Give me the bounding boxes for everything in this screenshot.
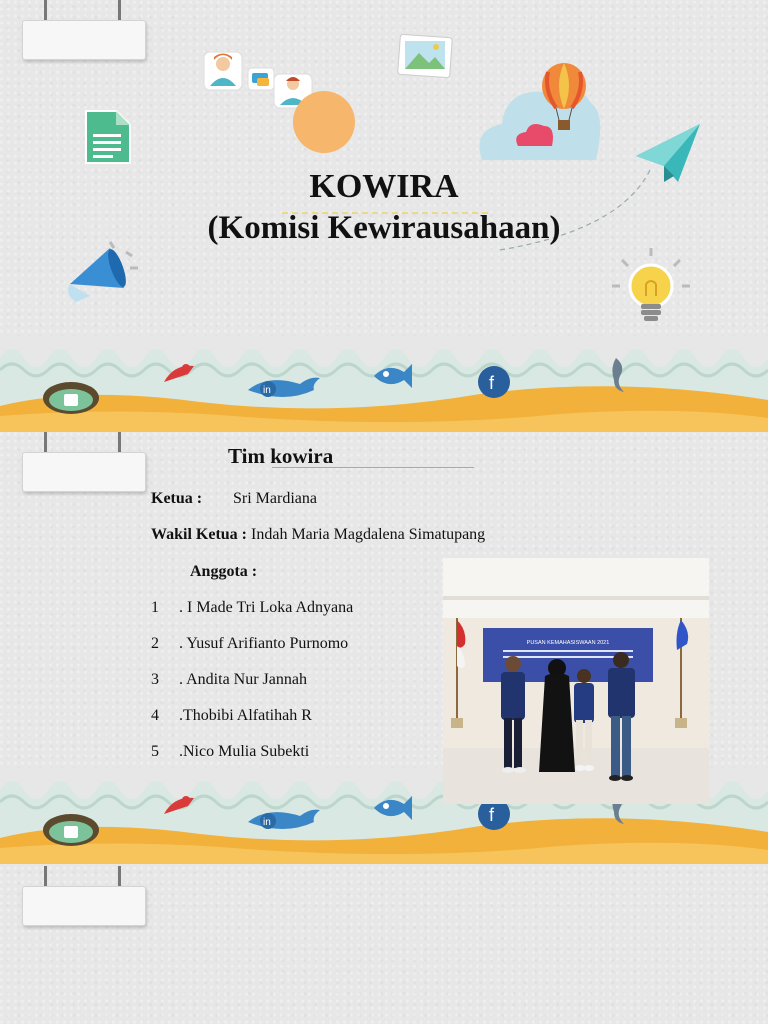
title-block	[0, 166, 768, 248]
picture-icon	[396, 30, 456, 80]
list-item: 4	[151, 707, 159, 724]
facebook-fish-icon	[474, 362, 514, 402]
linkedin-whale-icon	[244, 806, 322, 836]
wakil-label: Wakil Ketua :	[151, 526, 248, 543]
page-title: KOWIRA	[309, 168, 459, 205]
seahorse-icon	[604, 356, 628, 396]
hanging-card	[22, 886, 146, 926]
title-dash-underline	[282, 212, 488, 214]
hanging-card	[22, 452, 146, 492]
heading-underline	[272, 467, 474, 468]
sun-icon	[290, 90, 358, 156]
bird-icon	[160, 358, 200, 388]
lightbulb-icon	[610, 246, 692, 328]
member-name: .Nico Mulia Subekti	[179, 743, 310, 760]
ketua-label: Ketua :	[151, 490, 203, 507]
shell-icon	[40, 808, 102, 848]
fish-icon	[370, 792, 414, 824]
list-item: 3	[151, 671, 159, 688]
slide-team	[0, 432, 768, 866]
shell-icon	[40, 376, 102, 416]
ketua-row	[151, 490, 202, 508]
svg-text:in: in	[263, 385, 271, 396]
member-name: . Yusuf Arifianto Purnomo	[179, 635, 349, 652]
member-name: .Thobibi Alfatihah R	[179, 707, 312, 724]
team-heading: Tim kowira	[228, 444, 334, 468]
anggota-label: Anggota :	[190, 563, 258, 580]
team-photo	[443, 558, 709, 804]
svg-text:f: f	[489, 373, 495, 393]
list-item: 1	[151, 599, 159, 616]
slide-title	[0, 0, 768, 432]
wakil-name: Indah Maria Magdalena Simatupang	[251, 526, 486, 543]
svg-text:in: in	[263, 817, 271, 828]
member-name: . I Made Tri Loka Adnyana	[179, 599, 354, 616]
slide-next	[0, 866, 768, 1024]
bird-icon	[160, 790, 200, 820]
wakil-row	[151, 526, 485, 544]
fish-icon	[370, 360, 414, 392]
svg-text:f: f	[489, 805, 495, 825]
wave-band	[0, 336, 768, 432]
page-subtitle: (Komisi Kewirausahaan)	[207, 210, 561, 246]
document-icon	[82, 108, 134, 166]
hanging-card	[22, 20, 146, 60]
linkedin-whale-icon	[244, 374, 322, 404]
member-name: . Andita Nur Jannah	[179, 671, 307, 688]
photo-banner-text: PUSAN KEMAHASISWAAN 2021	[526, 640, 610, 646]
ketua-name: Sri Mardiana	[233, 490, 317, 507]
list-item: 2	[151, 635, 159, 652]
list-item: 5	[151, 743, 159, 760]
